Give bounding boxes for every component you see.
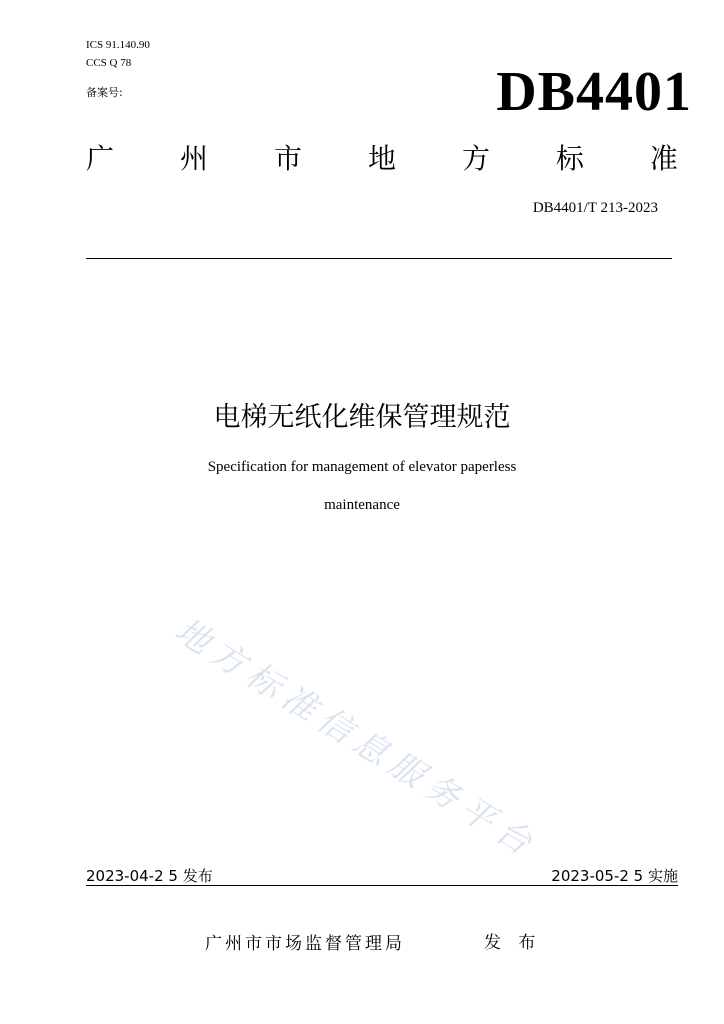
ccs-code: CCS Q 78 (86, 57, 132, 69)
implementation-date: 2023-05-2 5 实施 (551, 867, 678, 885)
footer-divider (86, 885, 678, 886)
document-title-chinese: 电梯无纸化维保管理规范 (213, 402, 511, 433)
header-divider (86, 258, 672, 259)
category-char: 准 (649, 142, 678, 175)
ics-code: ICS 91.140.90 (86, 39, 150, 51)
category-char: 市 (273, 142, 302, 175)
document-title-english-line1: Specification for management of elevator paperless (207, 459, 517, 475)
standard-number: DB4401/T 213-2023 (532, 200, 658, 216)
filing-number-label: 备案号: (86, 86, 123, 99)
issue-label: 发 布 (484, 933, 542, 953)
category-char: 广 (86, 142, 115, 175)
issuing-authority: 广州市市场监督管理局 (205, 934, 405, 954)
watermark: 地方标准信息服务平台 (167, 610, 545, 867)
document-title-english-line2: maintenance (324, 497, 400, 513)
category-char: 标 (555, 142, 584, 175)
standard-category (86, 142, 678, 176)
category-char: 地 (367, 142, 396, 175)
category-char: 方 (461, 142, 490, 175)
category-char: 州 (179, 142, 208, 175)
issue-date: 2023-04-2 5 发布 (86, 867, 213, 885)
standard-code: DB4401 (496, 61, 692, 123)
